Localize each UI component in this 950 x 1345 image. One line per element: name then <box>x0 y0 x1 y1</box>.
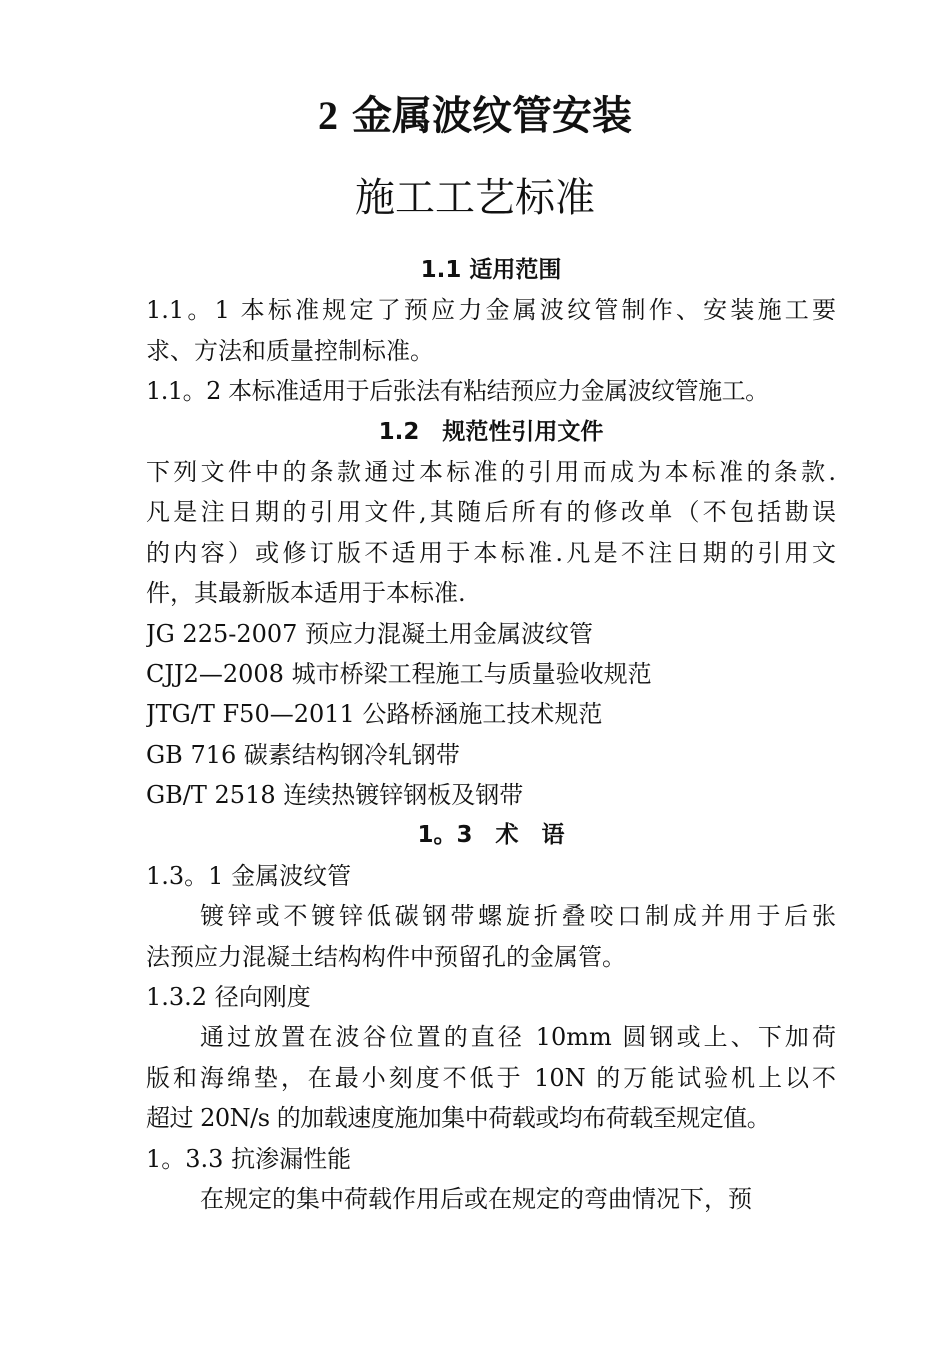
reference-item: GB 716 碳素结构钢冷轧钢带 <box>146 740 460 769</box>
section-heading-1-2: 1.2 规范性引用文件 <box>378 418 604 445</box>
term-definition-line: 法预应力混凝土结构构件中预留孔的金属管。 <box>146 942 626 971</box>
reference-item: CJJ2—2008 城市桥梁工程施工与质量验收规范 <box>146 659 652 688</box>
title-number: 2 <box>318 93 339 138</box>
paragraph-line: 求、方法和质量控制标准。 <box>146 336 434 365</box>
term-definition-line: 镀锌或不镀锌低碳钢带螺旋折叠咬口制成并用于后张 <box>200 902 836 931</box>
reference-item: JG 225-2007 预应力混凝土用金属波纹管 <box>146 619 594 648</box>
term-definition-line: 通过放置在波谷位置的直径 10mm 圆钢或上、下加荷 <box>200 1023 836 1052</box>
term-definition-line: 在规定的集中荷载作用后或在规定的弯曲情况下，预 <box>200 1184 752 1213</box>
term-label: 1。3.3 抗渗漏性能 <box>146 1144 352 1173</box>
document-title-line2: 施工工艺标准 <box>355 175 595 221</box>
reference-item: JTG/T F50—2011 公路桥涵施工技术规范 <box>146 700 603 729</box>
paragraph-line: 件，其最新版本适用于本标准. <box>146 579 466 608</box>
document-title-line1 <box>0 92 950 140</box>
term-definition-line: 版和海绵垫，在最小刻度不低于 10N 的万能试验机上以不 <box>146 1063 836 1092</box>
paragraph-line: 下列文件中的条款通过本标准的引用而成为本标准的条款. <box>146 457 836 486</box>
paragraph-line: 凡是注日期的引用文件,其随后所有的修改单（不包括勘误 <box>146 498 836 527</box>
document-body <box>146 250 836 1219</box>
term-label: 1.3。1 金属波纹管 <box>146 861 352 890</box>
term-definition-line: 超过 20N/s 的加载速度施加集中荷载或均布荷载至规定值。 <box>146 1104 771 1133</box>
term-label: 1.3.2 径向刚度 <box>146 983 311 1012</box>
section-heading-1-1: 1.1 适用范围 <box>420 257 562 283</box>
section-heading-1-3: 1。3 术 语 <box>417 822 565 849</box>
paragraph-line: 的内容）或修订版不适用于本标准.凡是不注日期的引用文 <box>146 538 836 567</box>
title-text: 金属波纹管安装 <box>351 92 632 139</box>
paragraph-line: 1.1。2 本标准适用于后张法有粘结预应力金属波纹管施工。 <box>146 377 769 406</box>
paragraph-line: 1.1。1 本标准规定了预应力金属波纹管制作、安装施工要 <box>146 296 836 325</box>
reference-item: GB/T 2518 连续热镀锌钢板及钢带 <box>146 781 524 810</box>
